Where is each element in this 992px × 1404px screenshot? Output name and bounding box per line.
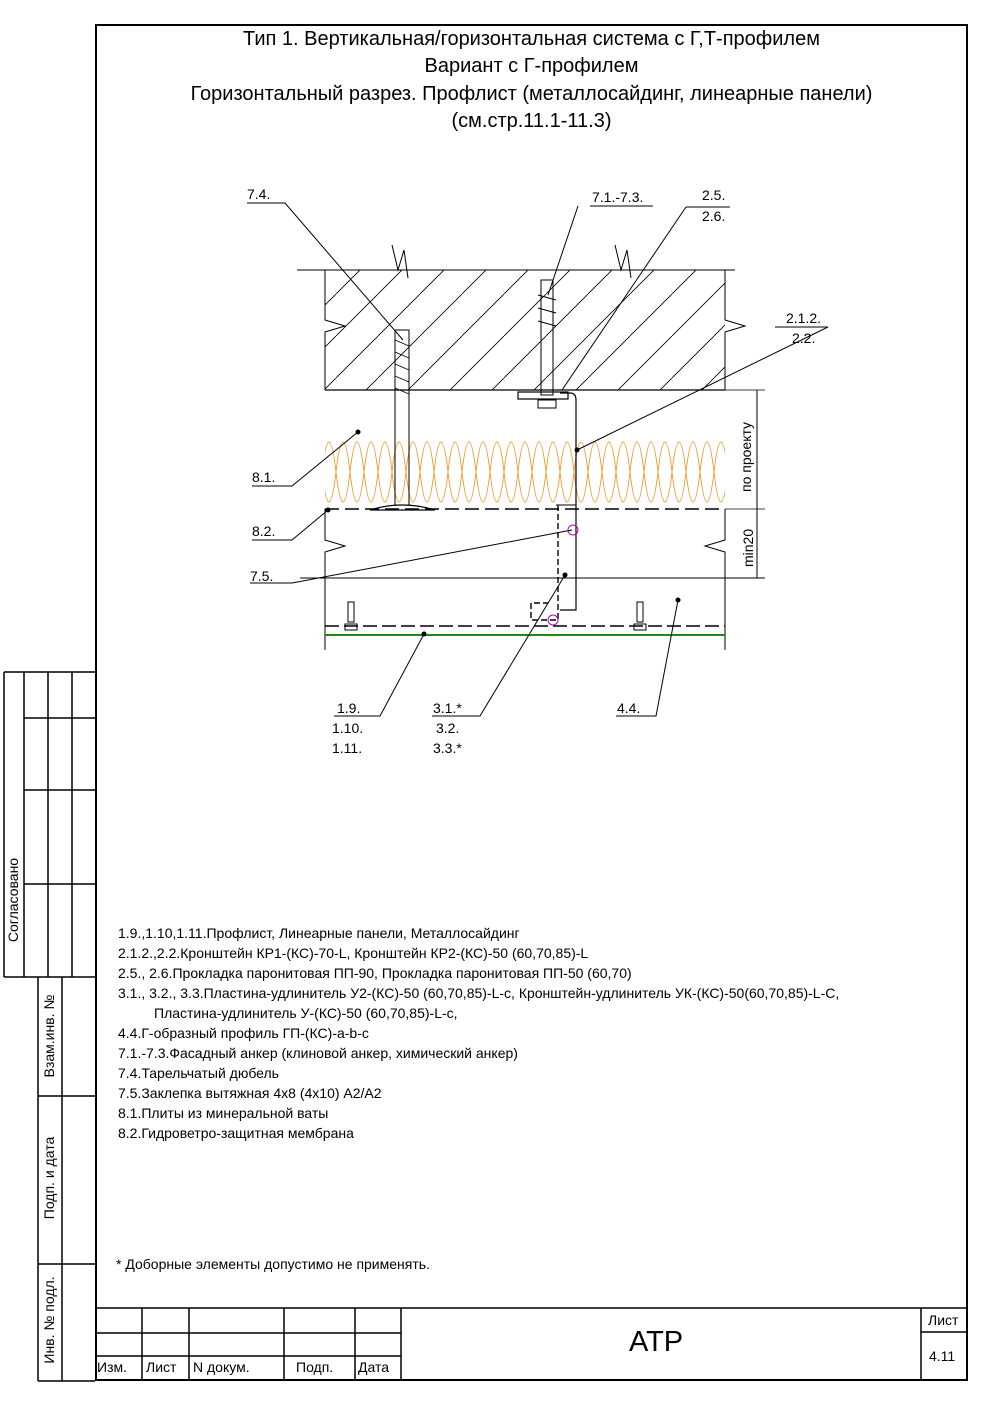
callout-2-5: 2.5. (702, 187, 726, 203)
stamp-izm: Изм. (97, 1359, 127, 1375)
callout-2-2: 2.2. (792, 330, 816, 346)
stamp-podp: Подп. (296, 1359, 334, 1375)
title-line-4: (см.стр.11.1-11.3) (451, 110, 612, 132)
callout-3-1: 3.1.* (433, 700, 462, 716)
stamp-sheet-no: 4.11 (929, 1348, 956, 1364)
stamp-ndoc: N докум. (193, 1359, 250, 1375)
callout-2-1-2: 2.1.2. (786, 310, 822, 326)
title-line-3: Горизонтальный разрез. Профлист (металлосайдинг, линеарные панели) (190, 83, 873, 105)
stamp-list: Лист (146, 1359, 177, 1375)
legend-item-3: 2.5., 2.6.Прокладка паронитовая ПП-90, Прокладка паронитовая ПП-50 (60,70) (118, 965, 632, 981)
callout-7-1: 7.1.-7.3. (592, 189, 644, 205)
callout-7-5: 7.5. (250, 568, 274, 584)
dim-project-label: по проекту (738, 421, 754, 492)
stamp-title: АТР (629, 1326, 684, 1358)
callout-4-4: 4.4. (617, 700, 641, 716)
legend-item-1: 1.9.,1.10,1.11.Профлист, Линеарные панели, Металлосайдинг (118, 925, 520, 941)
callout-1-9: 1.9. (337, 700, 361, 716)
callout-1-10: 1.10. (332, 720, 364, 736)
footnote: * Доборные элементы допустимо не применять. (116, 1256, 430, 1272)
legend-item-9: 8.1.Плиты из минеральной ваты (118, 1105, 329, 1121)
stamp-data: Дата (358, 1359, 390, 1375)
callout-3-2: 3.2. (436, 720, 460, 736)
callout-8-2: 8.2. (252, 523, 276, 539)
title-line-2: Вариант с Г-профилем (424, 55, 639, 77)
legend-item-4-cont: Пластина-удлинитель У-(КС)-50 (60,70,85)-L-c, (154, 1005, 458, 1021)
callout-1-11: 1.11. (332, 740, 363, 756)
legend-item-6: 7.1.-7.3.Фасадный анкер (клиновой анкер, химический анкер) (118, 1045, 518, 1061)
side-vzam-label: Взам.инв. № (41, 994, 57, 1078)
side-inv-label: Инв. № подл. (41, 1276, 57, 1364)
callout-8-1: 8.1. (252, 469, 276, 485)
stamp-sheet-label: Лист (928, 1312, 959, 1328)
legend-item-4: 3.1., 3.2., 3.3.Пластина-удлинитель У2-(КС)-50 (60,70,85)-L-c, Кронштейн-удлинитель УК-(КС)-50(60,70,85)-L-C, (118, 985, 840, 1001)
side-agreed-label: Согласовано (5, 857, 21, 943)
title-line-1: Тип 1. Вертикальная/горизонтальная система с Г,Т-профилем (243, 28, 820, 50)
legend-item-7: 7.4.Тарельчатый дюбель (118, 1065, 279, 1081)
callout-3-3: 3.3.* (433, 740, 462, 756)
side-podp-label: Подп. и дата (41, 1136, 57, 1220)
legend-item-5: 4.4.Г-образный профиль ГП-(КС)-a-b-c (118, 1025, 369, 1041)
legend-item-10: 8.2.Гидроветро-защитная мембрана (118, 1125, 354, 1141)
legend-item-2: 2.1.2.,2.2.Кронштейн КР1-(КС)-70-L, Кронштейн КР2-(КС)-50 (60,70,85)-L (118, 945, 589, 961)
dim-min20-label: min20 (740, 528, 756, 567)
legend-item-8: 7.5.Заклепка вытяжная 4х8 (4х10) А2/А2 (118, 1085, 382, 1101)
callout-7-4: 7.4. (247, 186, 271, 202)
callout-2-6: 2.6. (702, 208, 726, 224)
